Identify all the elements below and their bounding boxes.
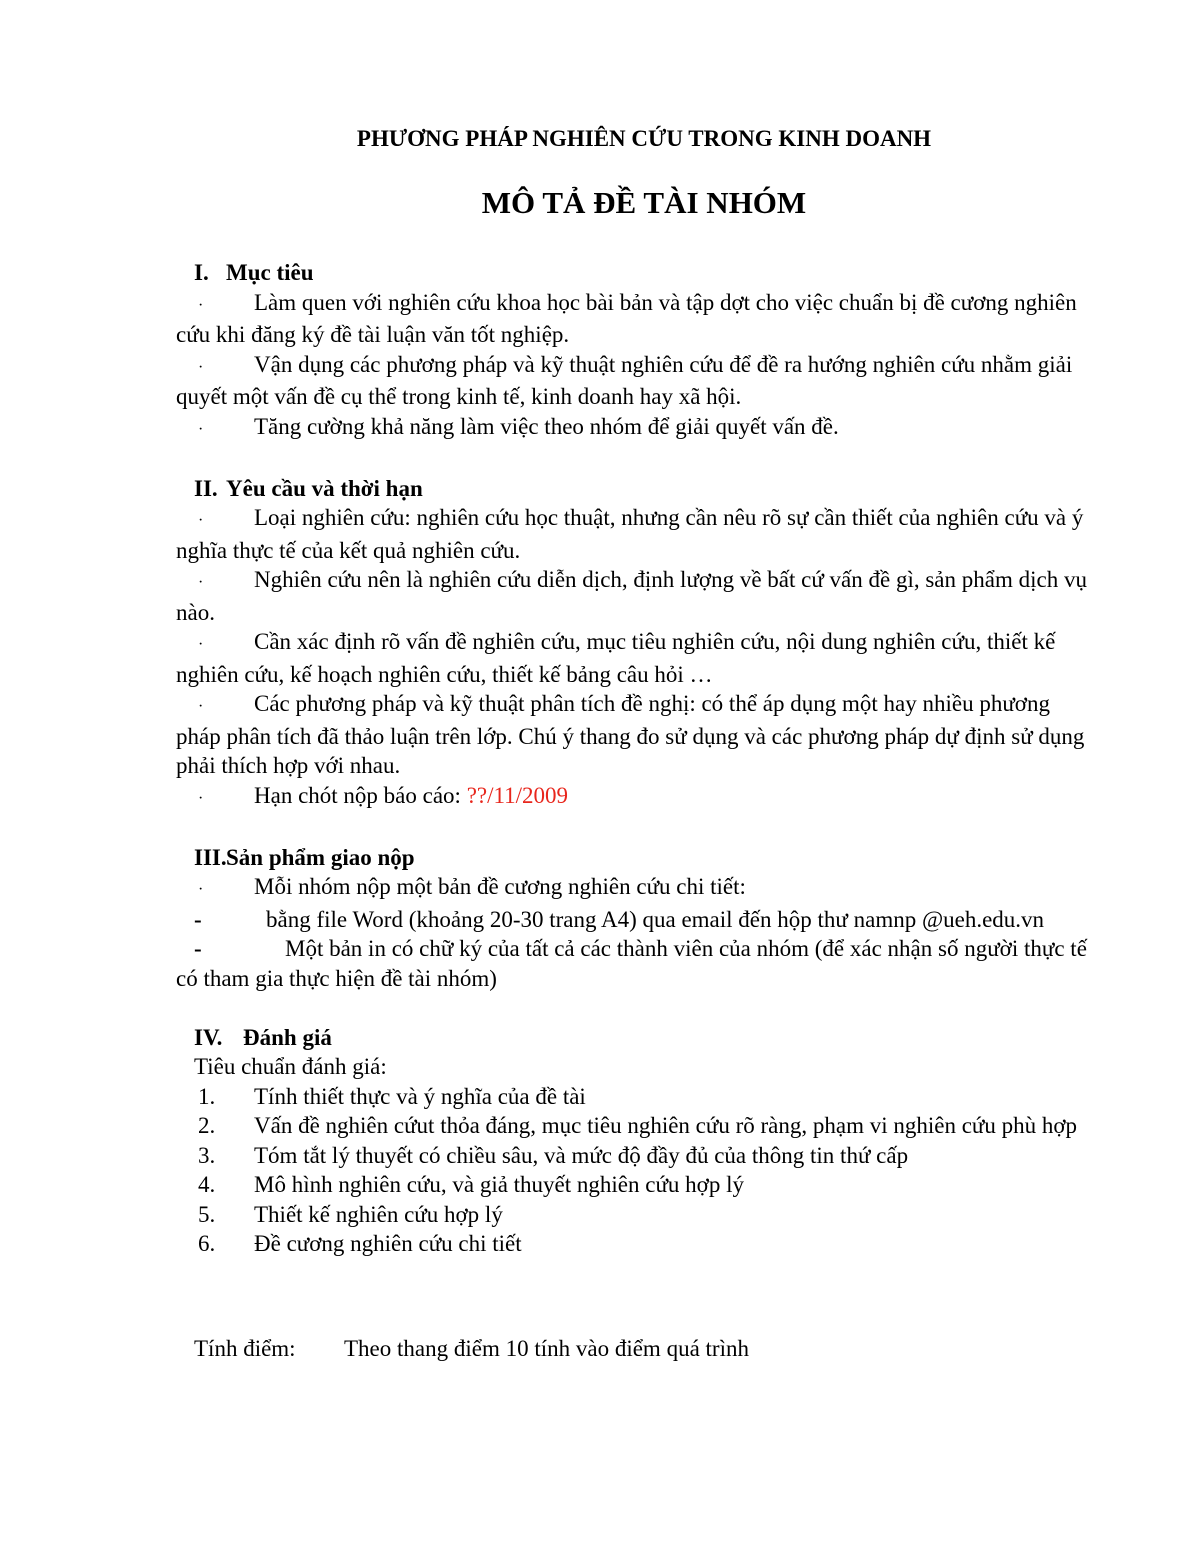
list-item-text: Loại nghiên cứu: nghiên cứu học thuật, nhưng cần nêu rõ sự cần thiết của nghiên cứu và ý nghĩa thực tế của kết quả nghiên cứu.: [176, 505, 1084, 563]
list-item-text: Mỗi nhóm nộp một bản đề cương nghiên cứu chi tiết:: [254, 874, 746, 899]
criteria-item: [176, 1170, 1094, 1200]
criteria-text: Vấn đề nghiên cứut thỏa đáng, mục tiêu nghiên cứu rõ ràng, phạm vi nghiên cứu phù hợp: [254, 1113, 1078, 1138]
sub-list-item: [176, 934, 1094, 993]
section-requirements: [176, 474, 1094, 814]
section-number: II.: [194, 475, 218, 501]
bullet-marker: ·: [198, 789, 204, 807]
bullet-marker: ·: [198, 574, 204, 591]
section-title: Mục tiêu: [226, 260, 314, 285]
sub-list-item-text: Một bản in có chữ ký của tất cả các thành viên của nhóm (để xác nhận số người thực tế có tham gia thực hiện đề tài nhóm): [176, 936, 1087, 991]
bullet-marker: ·: [198, 296, 204, 314]
criteria-text: Đề cương nghiên cứu chi tiết: [254, 1231, 522, 1256]
list-item: [176, 288, 1094, 350]
document-body: [176, 258, 1094, 1288]
criteria-number: 2.: [198, 1113, 216, 1138]
sub-list-item: [176, 905, 1094, 935]
section-title: Sản phẩm giao nộp: [226, 844, 415, 870]
criteria-item: [176, 1111, 1094, 1141]
list-item-text: Cần xác định rõ vấn đề nghiên cứu, mục tiêu nghiên cứu, nội dung nghiên cứu, thiết kế nghiên cứu, kế hoạch nghiên cứu, thiết kế bảng câu hỏi …: [176, 629, 1056, 687]
bullet-marker: ·: [198, 512, 204, 529]
list-item-text: Các phương pháp và kỹ thuật phân tích đề nghị: có thể áp dụng một hay nhiều phương pháp phân tích đã thảo luận trên lớp. Chú ý thang đo sử dụng và các phương pháp dự định sử dụng phải thích hợp với nhau.: [176, 691, 1085, 778]
bullet-marker: ·: [198, 358, 204, 376]
section-title: Đánh giá: [243, 1024, 332, 1050]
grading-line: [194, 1334, 749, 1364]
grading-label: Tính điểm:: [194, 1336, 296, 1361]
list-item: [176, 350, 1094, 412]
list-item-text: Tăng cường khả năng làm việc theo nhóm để giải quyết vấn đề.: [254, 413, 839, 439]
list-item-text: Làm quen với nghiên cứu khoa học bài bản và tập dợt cho việc chuẩn bị đề cương nghiên cứu khi đăng ký đề tài luận văn tốt nghiệp.: [176, 289, 1077, 347]
section-number: III.: [194, 844, 227, 870]
list-item: [176, 412, 1094, 445]
section-heading: [176, 843, 1094, 873]
deadline-value: ??/11/2009: [466, 782, 569, 808]
bullet-marker: ·: [198, 698, 204, 715]
section-heading: [176, 474, 1094, 504]
criteria-item: [176, 1141, 1094, 1171]
section-title: Yêu cầu và thời hạn: [226, 475, 423, 501]
criteria-text: Mô hình nghiên cứu, và giả thuyết nghiên cứu hợp lý: [254, 1172, 744, 1197]
section-number: IV.: [194, 1024, 223, 1050]
section-deliverables: [176, 843, 1094, 994]
list-item: [176, 565, 1094, 627]
criteria-number: 3.: [198, 1142, 216, 1168]
section-number: I.: [194, 260, 209, 285]
sub-list-item-text: bằng file Word (khoảng 20-30 trang A4) qua email đến hộp thư namnp @ueh.edu.vn: [266, 906, 1045, 932]
list-item: [176, 689, 1094, 781]
list-item-text: Vận dụng các phương pháp và kỹ thuật nghiên cứu để đề ra hướng nghiên cứu nhằm giải quyết một vấn đề cụ thể trong kinh tế, kinh doanh hay xã hội.: [176, 351, 1073, 409]
criteria-text: Tính thiết thực và ý nghĩa của đề tài: [254, 1083, 586, 1109]
list-item: [176, 503, 1094, 565]
section-objectives: [176, 258, 1094, 444]
criteria-text: Tóm tắt lý thuyết có chiều sâu, và mức độ đầy đủ của thông tin thứ cấp: [254, 1142, 909, 1168]
document-subtitle: MÔ TẢ ĐỀ TÀI NHÓM: [481, 185, 807, 220]
list-item: [176, 872, 1094, 905]
criteria-item: [176, 1229, 1094, 1259]
bullet-marker: ·: [198, 636, 204, 653]
criteria-number: 5.: [198, 1201, 216, 1227]
dash-marker: -: [194, 906, 202, 932]
deadline-item: [176, 781, 1094, 814]
list-item: [176, 627, 1094, 689]
document-title: PHƯƠNG PHÁP NGHIÊN CỨU TRONG KINH DOANH: [356, 126, 932, 151]
criteria-number: 4.: [198, 1172, 216, 1197]
grading-value: Theo thang điểm 10 tính vào điểm quá trình: [344, 1336, 749, 1361]
criteria-text: Thiết kế nghiên cứu hợp lý: [254, 1201, 503, 1227]
criteria-item: [176, 1200, 1094, 1230]
list-item-text: Nghiên cứu nên là nghiên cứu diễn dịch, định lượng về bất cứ vấn đề gì, sản phẩm dịch vụ nào.: [176, 567, 1087, 625]
section-heading: [176, 258, 1094, 288]
bullet-marker: ·: [198, 420, 204, 438]
deadline-label: Hạn chót nộp báo cáo:: [254, 782, 467, 808]
criteria-number: 6.: [198, 1231, 216, 1256]
criteria-intro: Tiêu chuẩn đánh giá:: [194, 1054, 387, 1079]
bullet-marker: ·: [198, 881, 204, 898]
dash-marker: -: [194, 936, 202, 961]
section-heading: [176, 1023, 1094, 1053]
criteria-number: 1.: [198, 1083, 216, 1109]
criteria-item: [176, 1082, 1094, 1112]
section-evaluation: [176, 1023, 1094, 1259]
